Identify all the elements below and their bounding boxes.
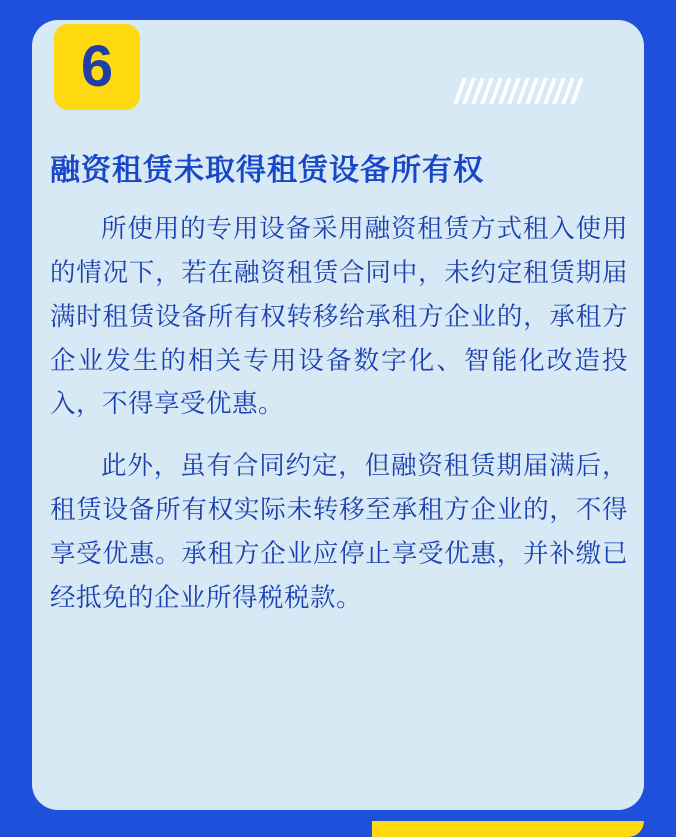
diagonal-stripes-icon: [453, 78, 634, 104]
page-title: 融资租赁未取得租赁设备所有权: [50, 154, 484, 187]
section-number-badge: [54, 24, 140, 110]
bottom-accent-bar: [372, 821, 644, 837]
section-number: 6: [80, 34, 114, 99]
paragraph: 所使用的专用设备采用融资租赁方式租入使用的情况下，若在融资租赁合同中，未约定租赁期届满时租赁设备所有权转移给承租方企业的，承租方企业发生的相关专用设备数字化、智能化改造投入，不得享受优惠。: [50, 215, 628, 419]
body-text: [50, 208, 628, 621]
paragraph: 此外，虽有合同约定，但融资租赁期届满后，租赁设备所有权实际未转移至承租方企业的，不得享受优惠。承租方企业应停止享受优惠，并补缴已经抵免的企业所得税税款。: [50, 452, 628, 612]
